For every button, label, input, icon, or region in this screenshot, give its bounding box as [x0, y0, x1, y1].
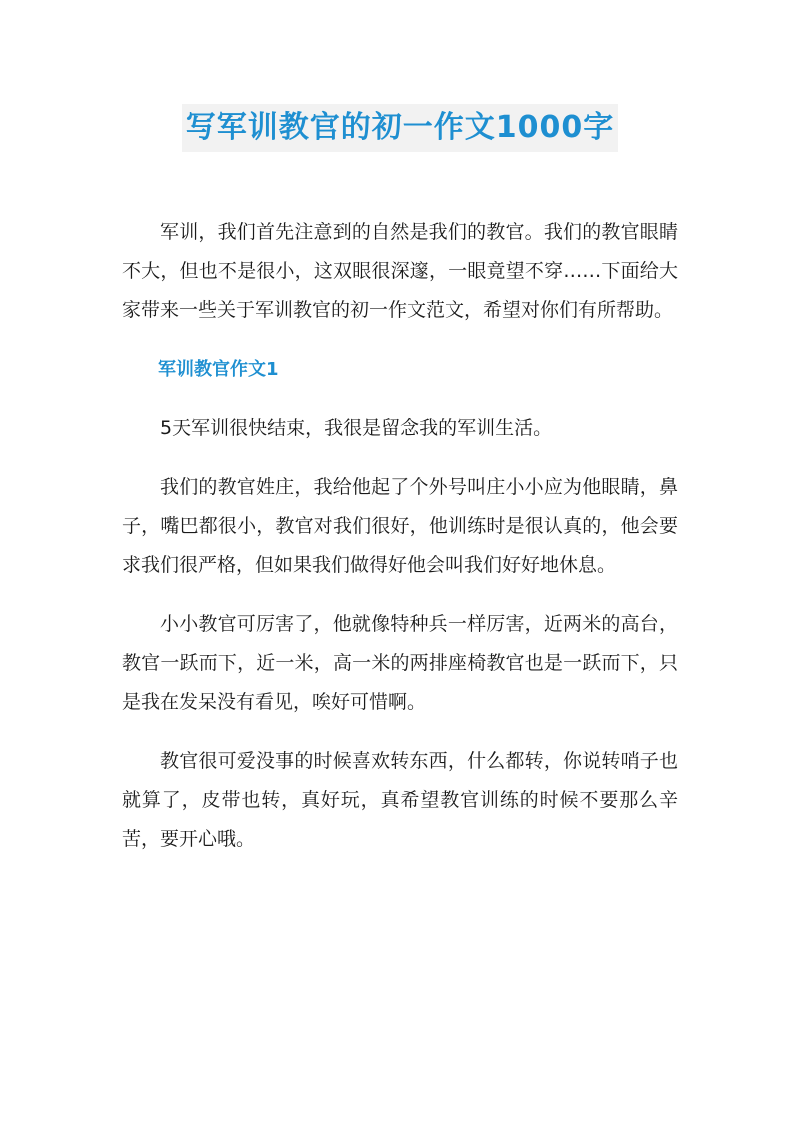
title-container [0, 104, 800, 152]
body-paragraph-2: 我们的教官姓庄，我给他起了个外号叫庄小小应为他眼睛，鼻子，嘴巴都很小，教官对我们很好，他训练时是很认真的，他会要求我们很严格，但如果我们做得好他会叫我们好好地休息。 [122, 476, 678, 576]
page-title: 写军训教官的初一作文1000字 [182, 104, 619, 152]
body-paragraph-1: 5天军训很快结束，我很是留念我的军训生活。 [160, 417, 553, 439]
document-body [122, 213, 678, 879]
body-paragraph-4: 教官很可爱没事的时候喜欢转东西，什么都转，你说转哨子也就算了，皮带也转，真好玩，真希望教官训练的时候不要那么辛苦，要开心哦。 [122, 750, 678, 850]
section-heading: 军训教官作文1 [158, 359, 279, 380]
body-paragraph-3: 小小教官可厉害了，他就像特种兵一样厉害，近两米的高台，教官一跃而下，近一米，高一米的两排座椅教官也是一跃而下，只是我在发呆没有看见，唉好可惜啊。 [122, 613, 678, 713]
intro-paragraph: 军训，我们首先注意到的自然是我们的教官。我们的教官眼睛不大，但也不是很小，这双眼很深邃，一眼竟望不穿……下面给大家带来一些关于军训教官的初一作文范文，希望对你们有所帮助。 [122, 221, 678, 321]
